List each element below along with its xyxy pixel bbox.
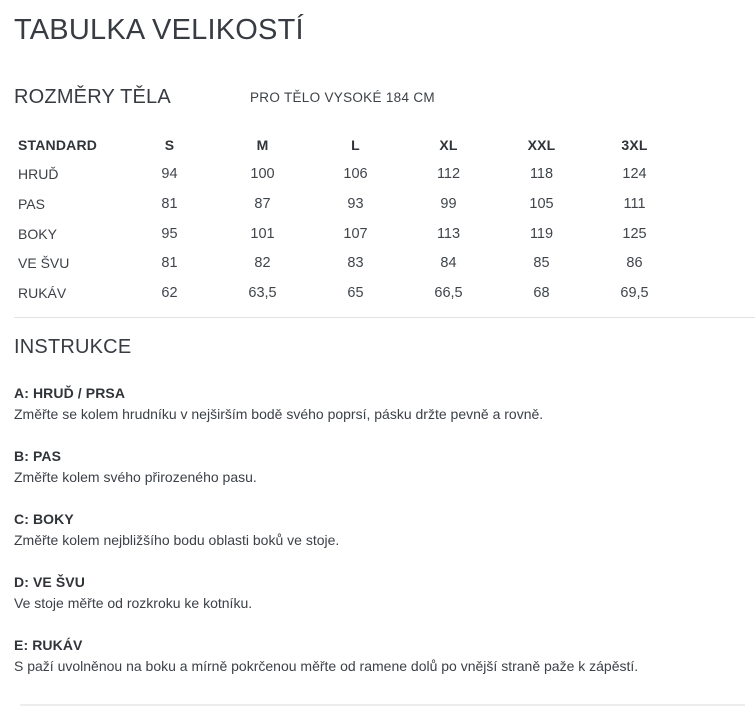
value-cell: 105 xyxy=(529,195,554,212)
body-measurements-heading: ROZMĚRY TĚLA xyxy=(14,86,171,108)
value-cell: 65 xyxy=(347,284,364,301)
table-header-cell: L xyxy=(351,136,360,153)
instruction-title: A: HRUĎ / PRSA xyxy=(14,384,126,401)
value-cell: 106 xyxy=(343,166,368,183)
value-cell: 83 xyxy=(347,255,364,272)
instructions-list xyxy=(14,383,755,676)
value-cell: 86 xyxy=(626,255,643,272)
value-cell: 101 xyxy=(250,225,275,242)
section-divider xyxy=(14,317,755,318)
instruction-title: C: BOKY xyxy=(14,510,74,527)
table-row xyxy=(18,160,681,190)
row-label-cell: RUKÁV xyxy=(18,284,67,301)
table-row xyxy=(18,248,681,278)
value-cell: 68 xyxy=(533,284,550,301)
value-cell: 85 xyxy=(533,255,550,272)
table-row xyxy=(18,219,681,249)
table-header-cell: XL xyxy=(439,136,458,153)
value-cell: 81 xyxy=(161,195,178,212)
body-measurements-header xyxy=(14,87,755,108)
instruction-text: Změřte kolem svého přirozeného pasu. xyxy=(14,468,257,485)
table-header-cell: M xyxy=(256,136,269,153)
row-label-cell: BOKY xyxy=(18,225,57,242)
value-cell: 124 xyxy=(622,166,647,183)
table-header-cell: STANDARD xyxy=(18,136,98,153)
page-title: TABULKA VELIKOSTÍ xyxy=(14,14,304,46)
value-cell: 87 xyxy=(254,195,271,212)
instructions-heading: INSTRUKCE xyxy=(14,335,132,358)
instruction-item xyxy=(14,446,755,487)
instruction-item xyxy=(14,572,755,613)
table-row xyxy=(18,189,681,219)
value-cell: 69,5 xyxy=(620,284,649,301)
instruction-title: E: RUKÁV xyxy=(14,636,83,653)
body-height-note: PRO TĚLO VYSOKÉ 184 CM xyxy=(250,90,435,105)
instruction-text: Změřte se kolem hrudníku v nejširším bodě svého poprsí, pásku držte pevně a rovně. xyxy=(14,405,544,422)
value-cell: 63,5 xyxy=(248,284,277,301)
table-header-cell: S xyxy=(164,136,175,153)
value-cell: 111 xyxy=(623,195,646,212)
instruction-text: S paží uvolněnou na boku a mírně pokrčenou měřte od ramene dolů po vnější straně paže k zápěstí. xyxy=(14,657,639,674)
instruction-title: D: VE ŠVU xyxy=(14,573,85,590)
table-header-cell: XXL xyxy=(527,136,556,153)
value-cell: 125 xyxy=(622,225,647,242)
bottom-divider xyxy=(20,704,745,706)
instruction-title: B: PAS xyxy=(14,447,62,464)
value-cell: 99 xyxy=(440,195,457,212)
size-table xyxy=(18,130,681,308)
instruction-text: Ve stoje měřte od rozkroku ke kotníku. xyxy=(14,594,253,611)
instruction-item xyxy=(14,509,755,550)
size-guide-page xyxy=(0,13,755,706)
value-cell: 62 xyxy=(161,284,178,301)
value-cell: 112 xyxy=(436,166,461,183)
value-cell: 93 xyxy=(347,195,364,212)
instruction-text: Změřte kolem nejbližšího bodu oblasti boků ve stoje. xyxy=(14,531,340,548)
table-header-cell: 3XL xyxy=(621,136,648,153)
value-cell: 100 xyxy=(250,166,275,183)
row-label-cell: PAS xyxy=(18,195,45,212)
row-label-cell: HRUĎ xyxy=(18,166,59,183)
value-cell: 94 xyxy=(161,166,178,183)
value-cell: 82 xyxy=(254,255,271,272)
instruction-item xyxy=(14,383,755,424)
table-header-row xyxy=(18,130,681,160)
value-cell: 95 xyxy=(161,225,178,242)
value-cell: 81 xyxy=(161,255,178,272)
value-cell: 113 xyxy=(436,225,461,242)
instruction-item xyxy=(14,635,755,676)
value-cell: 84 xyxy=(440,255,457,272)
table-row xyxy=(18,278,681,308)
value-cell: 107 xyxy=(343,225,368,242)
value-cell: 118 xyxy=(529,166,554,183)
value-cell: 66,5 xyxy=(434,284,463,301)
row-label-cell: VE ŠVU xyxy=(18,255,70,272)
value-cell: 119 xyxy=(529,225,554,242)
